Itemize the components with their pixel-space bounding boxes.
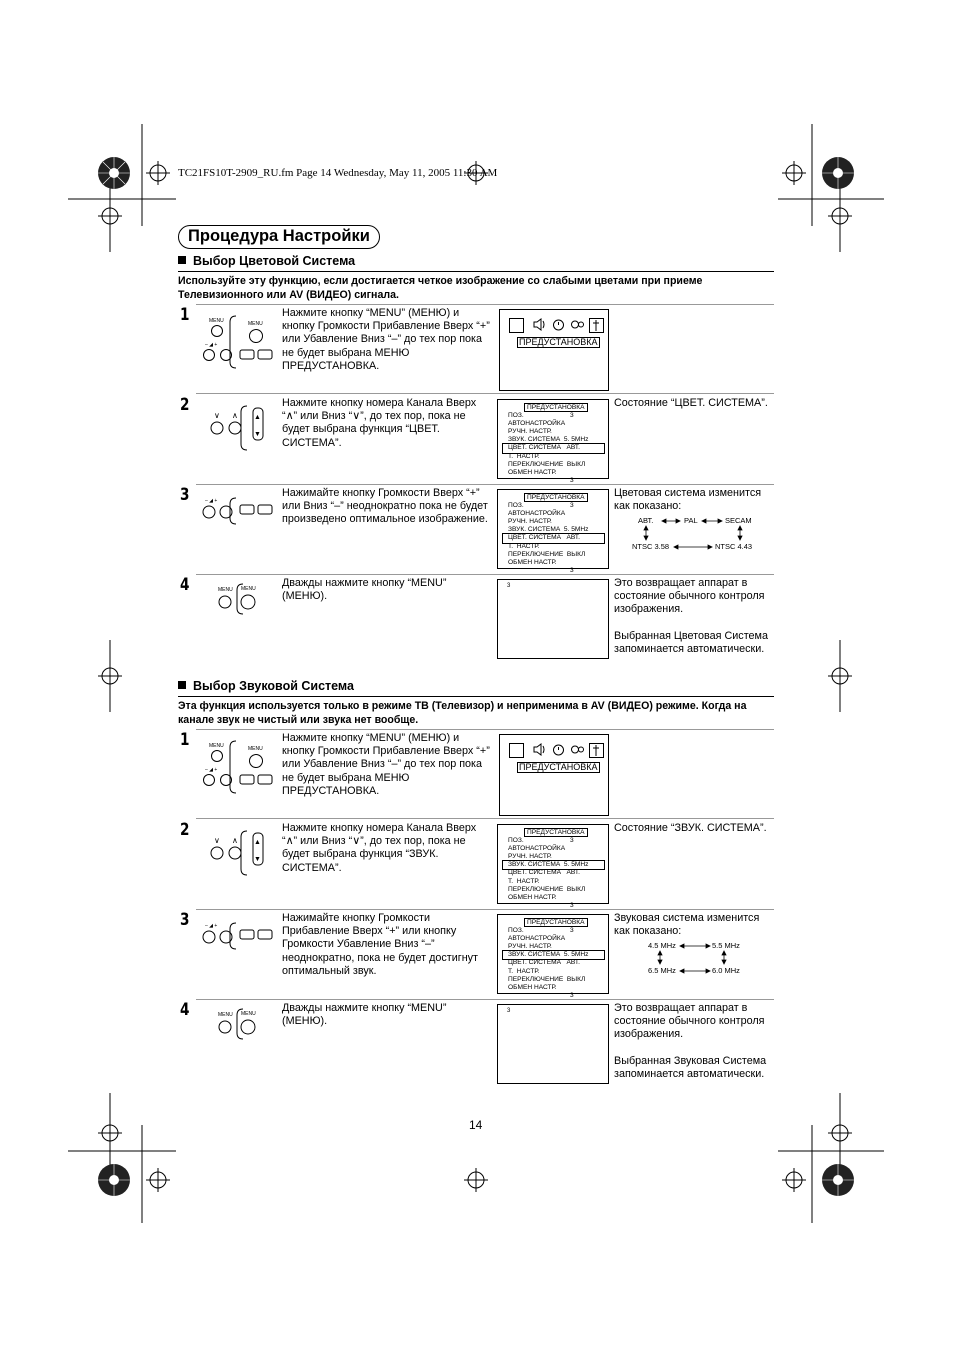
svg-text:∧: ∧ (232, 411, 238, 420)
menu-label: ПРЕДУСТАНОВКА (519, 337, 598, 347)
tv-menu-screen (499, 309, 609, 391)
color-system-cycle (614, 514, 774, 554)
svg-text:MENU: MENU (209, 743, 224, 749)
osd-value: 3 (570, 502, 574, 509)
osd-value: 3 (570, 476, 574, 484)
divider (196, 393, 774, 394)
cycle-45: 4.5 MHz (648, 941, 676, 950)
cycle-pal: PAL (684, 516, 698, 525)
divider (196, 729, 774, 730)
remote-menu-volume-icon (200, 314, 280, 374)
cycle-arrows (614, 940, 774, 976)
svg-text:MENU: MENU (241, 1011, 256, 1017)
svg-text:– ◢ +: – ◢ + (205, 498, 218, 504)
osd-menu-item: Т. НАСТР. (508, 542, 540, 550)
svg-text:∨: ∨ (214, 836, 220, 845)
osd-menu-item: ПЕРЕКЛЮЧЕНИЕ ВЫКЛ (508, 975, 586, 983)
cycle-secam: SECAM (725, 516, 752, 525)
remote-channel-icon (205, 404, 270, 459)
sound-section-intro: Эта функция используется только в режиме ТВ (Телевизор) и неприменима в AV (ВИДЕО) режиме. Когда на канале звук не чистый или звука нет вообще. (178, 700, 747, 726)
osd-menu-item: ЗВУК. СИСТЕМА 5. 5MHz (503, 951, 604, 959)
svg-text:∧: ∧ (232, 836, 238, 845)
osd-menu-item: АВТОНАСТРОЙКА (508, 845, 566, 853)
step-text: Нажимайте кнопку Громкости Прибавление Вверх “+” или кнопку Громкости Убавление Вниз “–” неоднократно, пока не будет достигнут оптимальный звук. (282, 912, 478, 977)
picture-icon (509, 743, 524, 758)
step-number: 1 (180, 730, 190, 750)
step-number: 3 (180, 910, 190, 930)
remote-volume-icon (200, 496, 280, 531)
step-note: Состояние “ЗВУК. СИСТЕМА”. (614, 822, 767, 834)
osd-menu-item: ПЕРЕКЛЮЧЕНИЕ ВЫКЛ (508, 550, 586, 558)
preset-menu-screen (497, 489, 609, 574)
sound-system-cycle (614, 940, 774, 976)
svg-text:MENU: MENU (248, 746, 263, 752)
setup-icon (571, 318, 584, 331)
remote-menu-icon (213, 582, 263, 622)
setup-icon (571, 743, 584, 756)
cycle-55: 5.5 MHz (712, 941, 740, 950)
step-text: Дважды нажмите кнопку “MENU” (МЕНЮ). (282, 577, 447, 603)
tv-menu-screen (499, 734, 609, 816)
svg-text:▲: ▲ (254, 414, 261, 421)
svg-text:MENU: MENU (248, 321, 263, 327)
osd-menu-item: ПОЗ. (508, 502, 524, 510)
cycle-auto: АВТ. (638, 516, 654, 525)
step-number: 4 (180, 575, 190, 595)
svg-text:MENU: MENU (209, 318, 224, 324)
divider (196, 818, 774, 819)
osd-menu-item: Т. НАСТР. (508, 967, 540, 975)
remote-volume-icon (200, 921, 280, 956)
sound-icon (533, 743, 546, 756)
osd-menu-item: ЦВЕТ. СИСТЕМА АВТ. (508, 959, 580, 967)
osd-menu-item: ЦВЕТ. СИСТЕМА АВТ. (503, 534, 604, 542)
osd-menu-item: РУЧН. НАСТР. (508, 518, 552, 526)
divider (178, 271, 774, 272)
svg-text:▲: ▲ (254, 839, 261, 846)
svg-text:▼: ▼ (254, 856, 261, 863)
channel-number: 3 (507, 583, 511, 589)
osd-menu-item: ЦВЕТ. СИСТЕМА АВТ. (508, 869, 580, 877)
color-section-intro: Используйте эту функцию, если достигается четкое изображение со слабыми цветами при приеме Телевизионного или AV (ВИДЕО) сигнала. (178, 275, 703, 301)
osd-menu-item: ЗВУК. СИСТЕМА 5. 5MHz (503, 861, 604, 869)
cycle-ntsc358: NTSC 3.58 (632, 542, 670, 551)
osd-menu-item: АВТОНАСТРОЙКА (508, 935, 566, 943)
osd-menu-item: АВТОНАСТРОЙКА (508, 510, 566, 518)
step-text: Нажмите кнопку “MENU” (МЕНЮ) и кнопку Громкости Прибавление Вверх “+” или Убавление Вниз “–” до тех пор пока не будет выбрана МЕНЮ ПРЕДУСТАНОВКА. (282, 732, 490, 797)
osd-menu-item: РУЧН. НАСТР. (508, 428, 552, 436)
step-note: Это возвращает аппарат в состояние обычного контроля изображения. (614, 577, 765, 616)
divider (196, 484, 774, 485)
file-header: TC21FS10T-2909_RU.fm Page 14 Wednesday, May 11, 2005 11:30 AM (178, 167, 498, 179)
preset-menu-screen (497, 824, 609, 909)
step-text: Дважды нажмите кнопку “MENU” (МЕНЮ). (282, 1002, 447, 1028)
svg-text:MENU: MENU (218, 587, 233, 593)
cycle-ntsc443: NTSC 4.43 (715, 542, 753, 551)
osd-menu-item: РУЧН. НАСТР. (508, 853, 552, 861)
osd-menu-item: Т. НАСТР. (508, 452, 540, 460)
step-number: 2 (180, 820, 190, 840)
step-text: Нажимайте кнопку Громкости Вверх “+” или Вниз “–” неоднократно пока не будет произведено оптимальное изображение. (282, 487, 488, 526)
divider (196, 304, 774, 305)
page-title: Процедура Настройки (178, 225, 380, 249)
osd-value: 3 (570, 927, 574, 934)
divider (196, 999, 774, 1000)
osd-menu-item: ЗВУК. СИСТЕМА 5. 5MHz (508, 436, 589, 444)
step-note-2: Выбранная Цветовая Система запоминается автоматически. (614, 630, 768, 656)
divider (178, 696, 774, 697)
menu-label: ПРЕДУСТАНОВКА (519, 762, 598, 772)
svg-text:– ◢ +: – ◢ + (205, 342, 218, 348)
step-text: Нажмите кнопку номера Канала Вверх “∧” или Вниз “∨”, до тех пор, пока не будет выбрана функция “ЗВУК. СИСТЕМА”. (282, 822, 477, 874)
step-note-2: Выбранная Звуковая Система запоминается автоматически. (614, 1055, 767, 1081)
cycle-arrows (614, 514, 774, 554)
svg-text:MENU: MENU (241, 586, 256, 592)
remote-menu-icon (213, 1007, 263, 1047)
step-number: 4 (180, 1000, 190, 1020)
preset-menu-screen (497, 914, 609, 999)
osd-value: 3 (570, 991, 574, 999)
step-text: Нажмите кнопку “MENU” (МЕНЮ) и кнопку Громкости Прибавление Вверх “+” или Убавление Вниз “–” до тех пор пока не будет выбрана МЕНЮ ПРЕДУСТАНОВКА. (282, 307, 490, 372)
tv-channel-screen (497, 579, 609, 659)
preset-icon (589, 318, 604, 333)
cycle-65: 6.5 MHz (648, 966, 676, 975)
osd-menu-item: ОБМЕН НАСТР. (508, 983, 557, 991)
timer-icon (552, 318, 565, 331)
osd-menu-item: ЗВУК. СИСТЕМА 5. 5MHz (508, 526, 589, 534)
divider (196, 909, 774, 910)
osd-menu-item: ПЕРЕКЛЮЧЕНИЕ ВЫКЛ (508, 885, 586, 893)
remote-channel-icon (205, 829, 270, 884)
tv-channel-screen (497, 1004, 609, 1084)
svg-text:∨: ∨ (214, 411, 220, 420)
osd-title: ПРЕДУСТАНОВКА (524, 403, 588, 412)
osd-menu-item: ЦВЕТ. СИСТЕМА АВТ. (503, 444, 604, 452)
sound-icon (533, 318, 546, 331)
svg-text:▼: ▼ (254, 431, 261, 438)
step-number: 2 (180, 395, 190, 415)
step-number: 1 (180, 305, 190, 325)
step-note: Это возвращает аппарат в состояние обычного контроля изображения. (614, 1002, 765, 1041)
cycle-60: 6.0 MHz (712, 966, 740, 975)
step-number: 3 (180, 485, 190, 505)
timer-icon (552, 743, 565, 756)
osd-menu-item: ПОЗ. (508, 837, 524, 845)
svg-text:– ◢ +: – ◢ + (205, 767, 218, 773)
svg-text:MENU: MENU (218, 1012, 233, 1018)
divider (196, 574, 774, 575)
osd-value: 3 (570, 566, 574, 574)
picture-icon (509, 318, 524, 333)
osd-value: 3 (570, 412, 574, 419)
sound-section-heading: Выбор Звуковой Система (178, 679, 354, 693)
osd-menu-item: ПОЗ. (508, 412, 524, 420)
osd-title: ПРЕДУСТАНОВКА (524, 493, 588, 502)
remote-menu-volume-icon (200, 739, 280, 799)
step-note: Звуковая система изменится как показано: (614, 912, 760, 938)
osd-menu-item: ОБМЕН НАСТР. (508, 468, 557, 476)
page-number: 14 (469, 1118, 483, 1132)
preset-icon (589, 743, 604, 758)
osd-menu-item: РУЧН. НАСТР. (508, 943, 552, 951)
osd-menu-item: АВТОНАСТРОЙКА (508, 420, 566, 428)
osd-title: ПРЕДУСТАНОВКА (524, 918, 588, 927)
channel-number: 3 (507, 1008, 511, 1014)
step-text: Нажмите кнопку номера Канала Вверх “∧” или Вниз “∨”, до тех пор, пока не будет выбрана функция “ЦВЕТ. СИСТЕМА”. (282, 397, 477, 449)
osd-menu-item: ОБМЕН НАСТР. (508, 893, 557, 901)
osd-title: ПРЕДУСТАНОВКА (524, 828, 588, 837)
osd-value: 3 (570, 901, 574, 909)
osd-menu-item: Т. НАСТР. (508, 877, 540, 885)
osd-menu-item: ПОЗ. (508, 927, 524, 935)
step-note: Состояние “ЦВЕТ. СИСТЕМА”. (614, 397, 768, 409)
osd-value: 3 (570, 837, 574, 844)
step-note: Цветовая система изменится как показано: (614, 487, 762, 513)
preset-menu-screen (497, 399, 609, 484)
osd-menu-item: ОБМЕН НАСТР. (508, 558, 557, 566)
color-section-heading: Выбор Цветовой Система (178, 254, 355, 268)
osd-menu-item: ПЕРЕКЛЮЧЕНИЕ ВЫКЛ (508, 460, 586, 468)
svg-text:– ◢ +: – ◢ + (205, 923, 218, 929)
